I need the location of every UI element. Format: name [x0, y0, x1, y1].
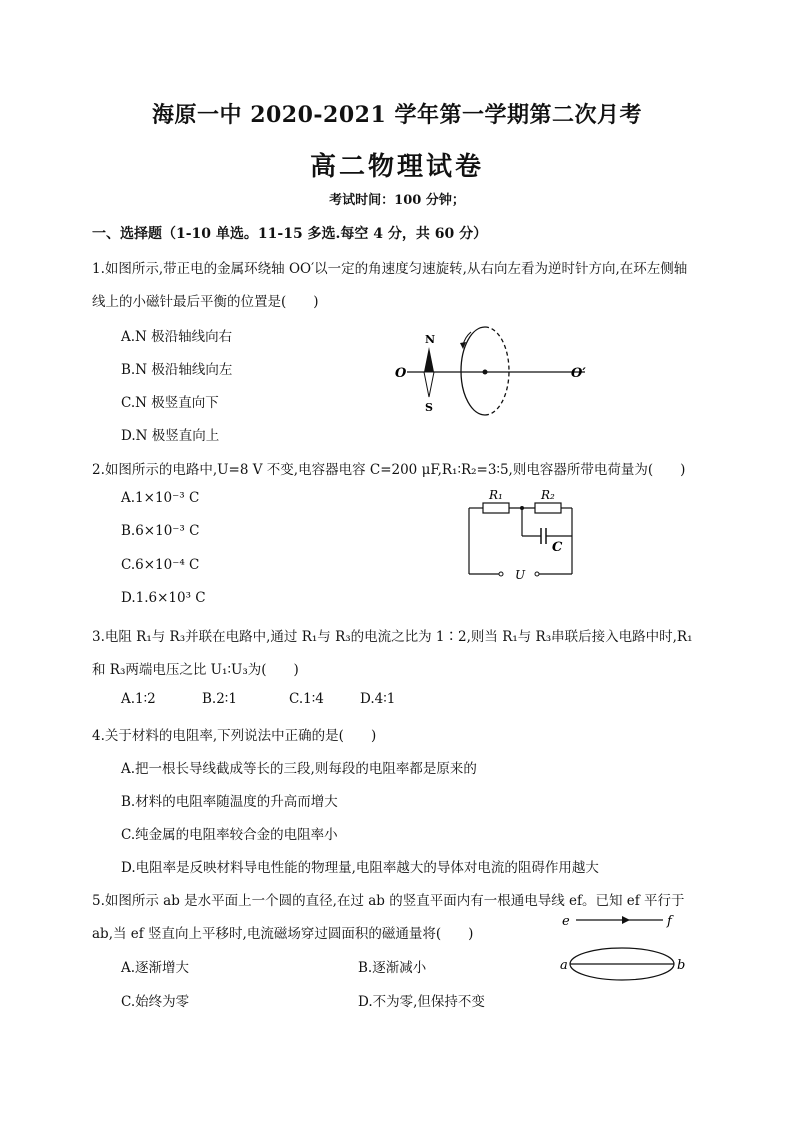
current-arrow	[622, 916, 630, 924]
q5-option-b: B.逐渐减小	[358, 960, 427, 976]
q2-stem-line1: 2.如图所示的电路中,U=8 V 不变,电容器电容 C=200 μF,R₁∶R₂=3∶5,则电容器所带电荷量为( )	[92, 462, 686, 478]
q5-option-c: C.始终为零	[121, 994, 190, 1010]
q1-stem-line2: 线上的小磁针最后平衡的位置是( )	[92, 294, 319, 310]
q1-stem-line1: 1.如图所示,带正电的金属环绕轴 OO′以一定的角速度匀速旋转,从右向左看为逆时针方向,在环左侧轴	[92, 261, 688, 277]
q4-stem-line1: 4.关于材料的电阻率,下列说法中正确的是( )	[92, 728, 377, 744]
resistor-r2	[535, 503, 561, 513]
q3-option-d: D.4∶1	[360, 691, 396, 707]
label-r1: R₁	[489, 488, 503, 502]
q3-option-b: B.2∶1	[202, 691, 237, 707]
label-f: f	[667, 914, 672, 929]
ring-center	[483, 370, 488, 375]
needle-south	[424, 372, 434, 397]
ring-back	[485, 327, 509, 415]
label-s: S	[425, 401, 433, 414]
q2-option-b: B.6×10⁻³ C	[121, 523, 200, 539]
q2-option-c: C.6×10⁻⁴ C	[121, 557, 200, 573]
label-b: b	[677, 958, 686, 973]
q4-option-d: D.电阻率是反映材料导电性能的物理量,电阻率越大的导体对电流的阻碍作用越大	[121, 860, 599, 876]
label-r2: R₂	[541, 488, 555, 502]
q5-option-d: D.不为零,但保持不变	[358, 994, 485, 1010]
q1-option-c: C.N 极竖直向下	[121, 395, 219, 411]
q2-option-a: A.1×10⁻³ C	[121, 490, 200, 506]
section-heading: 一、选择题（1-10 单选。11-15 多选.每空 4 分，共 60 分）	[92, 226, 488, 242]
exam-school-line: 海原一中 2020-2021 学年第一学期第二次月考	[152, 102, 642, 128]
label-o-prime: O′	[571, 366, 586, 381]
q5-option-a: A.逐渐增大	[121, 960, 190, 976]
q3-option-c: C.1∶4	[289, 691, 324, 707]
exam-time: 考试时间：100 分钟；	[329, 193, 465, 208]
label-n: N	[425, 333, 436, 346]
q5-stem-line1: 5.如图所示 ab 是水平面上一个圆的直径,在过 ab 的竖直平面内有一根通电导线 ef。已知 ef 平行于	[92, 893, 685, 909]
resistor-r1	[483, 503, 509, 513]
q1-ring-figure	[385, 325, 605, 425]
label-a: a	[560, 958, 568, 973]
q4-option-a: A.把一根长导线截成等长的三段,则每段的电阻率都是原来的	[121, 761, 477, 777]
q3-stem-line1: 3.电阻 R₁与 R₃并联在电路中,通过 R₁与 R₃的电流之比为 1∶2,则当 R₁与 R₃串联后接入电路中时,R₁	[92, 629, 693, 645]
q2-circuit-figure	[465, 486, 580, 581]
q2-option-d: D.1.6×10³ C	[121, 590, 206, 606]
q3-option-a: A.1∶2	[121, 691, 156, 707]
needle-north	[424, 347, 434, 372]
q5-stem-line2: ab,当 ef 竖直向上平移时,电流磁场穿过圆面积的磁通量将( )	[92, 926, 474, 942]
q4-option-c: C.纯金属的电阻率较合金的电阻率小	[121, 827, 338, 843]
q1-option-a: A.N 极沿轴线向右	[121, 329, 233, 345]
exam-title: 高二物理试卷	[309, 152, 484, 182]
label-o: O	[395, 366, 407, 381]
q5-wire-circle-figure	[558, 908, 688, 983]
label-e: e	[562, 914, 570, 929]
q3-stem-line2: 和 R₃两端电压之比 U₁∶U₃为( )	[92, 662, 299, 678]
label-u: U	[515, 568, 526, 582]
q4-option-b: B.材料的电阻率随温度的升高而增大	[121, 794, 338, 810]
q1-option-b: B.N 极沿轴线向左	[121, 362, 233, 378]
label-c: C	[552, 540, 563, 555]
q1-option-d: D.N 极竖直向上	[121, 428, 220, 444]
